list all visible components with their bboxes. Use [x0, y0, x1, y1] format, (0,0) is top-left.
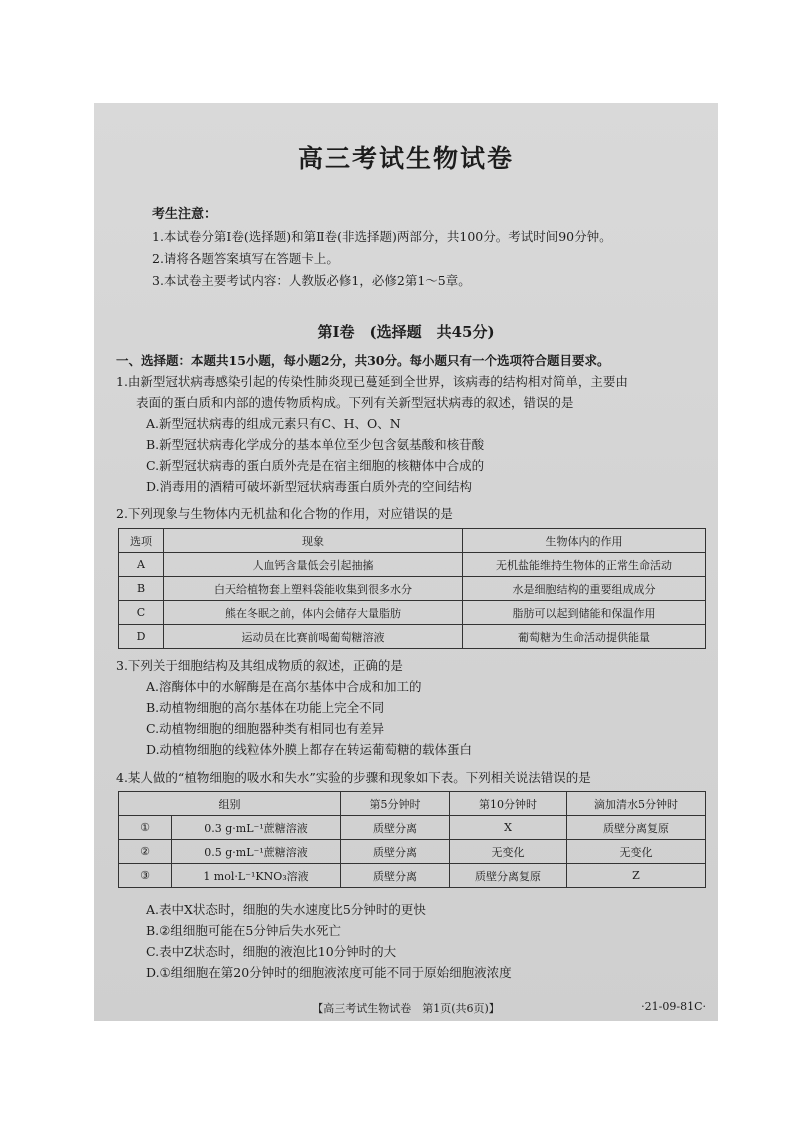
table-cell: 1 mol·L⁻¹KNO₃溶液 — [172, 864, 341, 888]
option-c: C.表中Z状态时，细胞的液泡比10分钟时的大 — [146, 944, 397, 959]
table-row — [119, 601, 706, 625]
section-intro: 一、选择题：本题共15小题，每小题2分，共30分。每小题只有一个选项符合题目要求。 — [116, 353, 610, 368]
table-row — [119, 840, 706, 864]
question-4-table — [118, 791, 706, 888]
table-header: 组别 — [119, 792, 341, 816]
table-cell: Z — [567, 864, 706, 888]
table-cell: 质壁分离 — [341, 840, 450, 864]
table-row — [119, 577, 706, 601]
table-header-row — [119, 529, 706, 553]
option-b: B.②组细胞可能在5分钟后失水死亡 — [146, 923, 341, 938]
table-cell: 无变化 — [567, 840, 706, 864]
table-cell: D — [119, 625, 164, 649]
table-row — [119, 625, 706, 649]
question-4 — [116, 767, 712, 788]
option-d: D.消毒用的酒精可破坏新型冠状病毒蛋白质外壳的空间结构 — [146, 479, 473, 494]
option-a: A.新型冠状病毒的组成元素只有C、H、O、N — [146, 416, 401, 431]
table-cell: 质壁分离 — [341, 864, 450, 888]
table-row — [119, 864, 706, 888]
table-cell: 脂肪可以起到储能和保温作用 — [463, 601, 706, 625]
notice-block — [152, 203, 712, 292]
question-3 — [116, 655, 712, 760]
table-cell: 人血钙含量低会引起抽搐 — [164, 553, 463, 577]
part-title: 第Ⅰ卷 (选择题 共45分) — [317, 323, 495, 341]
table-cell: 葡萄糖为生命活动提供能量 — [463, 625, 706, 649]
notice-item: 3.本试卷主要考试内容：人教版必修1，必修2第1～5章。 — [152, 273, 471, 288]
table-cell: ① — [119, 816, 172, 840]
option-d: D.①组细胞在第20分钟时的细胞液浓度可能不同于原始细胞液浓度 — [146, 965, 512, 980]
page-number: 【高三考试生物试卷 第1页(共6页)】 — [312, 1002, 500, 1015]
table-header-row — [119, 792, 706, 816]
question-1 — [116, 371, 712, 497]
table-cell: 无机盐能维持生物体的正常生命活动 — [463, 553, 706, 577]
question-stem: 1.由新型冠状病毒感染引起的传染性肺炎现已蔓延到全世界，该病毒的结构相对简单，主要由 — [116, 374, 628, 389]
question-stem: 表面的蛋白质和内部的遗传物质构成。下列有关新型冠状病毒的叙述，错误的是 — [136, 395, 574, 410]
exam-code: ·21-09-81C· — [641, 1000, 706, 1013]
option-d: D.动植物细胞的线粒体外膜上都存在转运葡萄糖的载体蛋白 — [146, 742, 473, 757]
question-2 — [116, 503, 712, 524]
table-cell: 运动员在比赛前喝葡萄糖溶液 — [164, 625, 463, 649]
table-row — [119, 816, 706, 840]
table-header: 生物体内的作用 — [463, 529, 706, 553]
table-cell: X — [450, 816, 567, 840]
option-c: C.新型冠状病毒的蛋白质外壳是在宿主细胞的核糖体中合成的 — [146, 458, 485, 473]
notice-item: 1.本试卷分第Ⅰ卷(选择题)和第Ⅱ卷(非选择题)两部分，共100分。考试时间90分钟。 — [152, 229, 612, 244]
table-cell: 无变化 — [450, 840, 567, 864]
table-cell: A — [119, 553, 164, 577]
exam-title: 高三考试生物试卷 — [297, 144, 514, 173]
table-header: 滴加清水5分钟时 — [567, 792, 706, 816]
table-header: 选项 — [119, 529, 164, 553]
option-a: A.溶酶体中的水解酶是在高尔基体中合成和加工的 — [146, 679, 422, 694]
table-header: 现象 — [164, 529, 463, 553]
table-row — [119, 553, 706, 577]
table-cell: ② — [119, 840, 172, 864]
table-cell: ③ — [119, 864, 172, 888]
table-cell: 质壁分离复原 — [567, 816, 706, 840]
option-a: A.表中X状态时，细胞的失水速度比5分钟时的更快 — [146, 902, 426, 917]
table-cell: C — [119, 601, 164, 625]
table-cell: 0.3 g·mL⁻¹蔗糖溶液 — [172, 816, 341, 840]
table-cell: B — [119, 577, 164, 601]
table-cell: 质壁分离复原 — [450, 864, 567, 888]
table-header: 第10分钟时 — [450, 792, 567, 816]
notice-heading: 考生注意： — [152, 207, 218, 222]
question-stem: 3.下列关于细胞结构及其组成物质的叙述，正确的是 — [116, 658, 403, 673]
question-stem: 2.下列现象与生物体内无机盐和化合物的作用，对应错误的是 — [116, 506, 453, 521]
option-b: B.动植物细胞的高尔基体在功能上完全不同 — [146, 700, 385, 715]
table-cell: 质壁分离 — [341, 816, 450, 840]
table-header: 第5分钟时 — [341, 792, 450, 816]
option-b: B.新型冠状病毒化学成分的基本单位至少包含氨基酸和核苷酸 — [146, 437, 485, 452]
table-cell: 0.5 g·mL⁻¹蔗糖溶液 — [172, 840, 341, 864]
table-cell: 水是细胞结构的重要组成成分 — [463, 577, 706, 601]
question-2-table — [118, 528, 706, 649]
exam-page — [94, 103, 718, 1021]
question-stem: 4.某人做的“植物细胞的吸水和失水”实验的步骤和现象如下表。下列相关说法错误的是 — [116, 770, 591, 785]
notice-item: 2.请将各题答案填写在答题卡上。 — [152, 251, 339, 266]
option-c: C.动植物细胞的细胞器种类有相同也有差异 — [146, 721, 385, 736]
table-cell: 熊在冬眠之前，体内会储存大量脂肪 — [164, 601, 463, 625]
table-cell: 白天给植物套上塑料袋能收集到很多水分 — [164, 577, 463, 601]
question-4-options — [116, 899, 712, 983]
